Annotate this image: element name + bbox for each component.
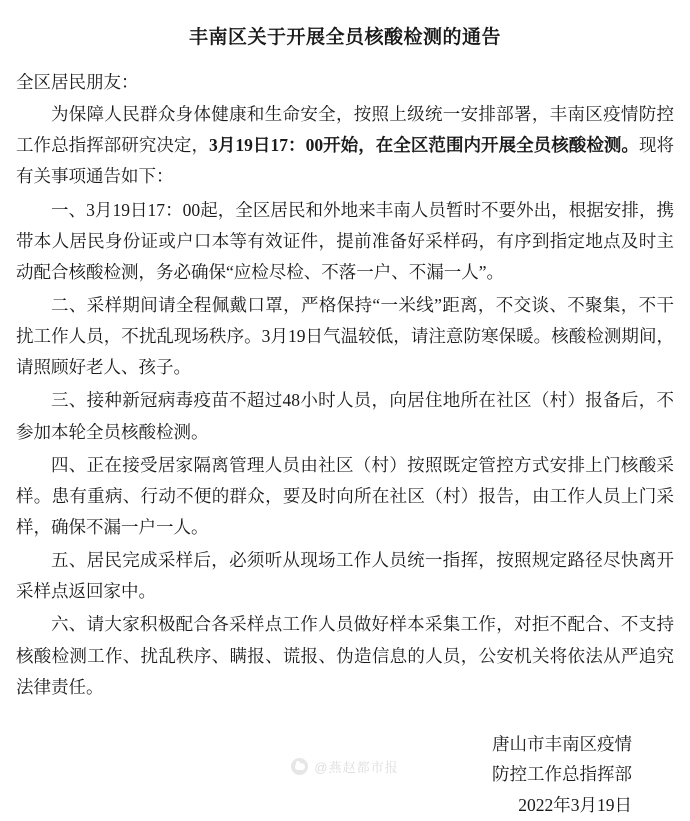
signature-date: 2022年3月19日 xyxy=(518,795,632,816)
watermark xyxy=(0,757,690,776)
intro-segment-3: 现将有关事项通告如下： xyxy=(16,135,675,187)
weibo-eye-icon xyxy=(291,758,308,775)
intro-segment-1: 为保障人民群众身体健康和生命安全，按照上级统一安排部署，丰南区疫情防控工作总指挥部研究决定， xyxy=(16,104,674,156)
paragraph-item-1: 一、3月19日17：00起，全区居民和外地来丰南人员暂时不要外出，根据安排，携带本人居民身份证或户口本等有效证件，提前准备好采样码，有序到指定地点及时主动配合核酸检测，务必确保“应检尽检、不落一户、不漏一人”。 xyxy=(16,199,674,282)
paragraph-item-3: 三、接种新冠病毒疫苗不超过48小时人员，向居住地所在社区（村）报备后，不参加本轮全员核酸检测。 xyxy=(16,390,674,442)
page-title: 丰南区关于开展全员核酸检测的通告 xyxy=(188,27,501,48)
paragraph-item-4: 四、正在接受居家隔离管理人员由社区（村）按照既定管控方式安排上门核酸采样。患有重病、行动不便的群众，要及时向所在社区（村）报告，由工作人员上门采样，确保不漏一户一人。 xyxy=(16,454,674,537)
salutation: 全区居民朋友： xyxy=(16,71,139,92)
paragraph-item-5: 五、居民完成采样后，必须听从现场工作人员统一指挥，按照规定路径尽快离开采样点返回家中。 xyxy=(16,550,674,602)
watermark-text: @燕赵都市报 xyxy=(314,760,399,775)
paragraph-item-2: 二、采样期间请全程佩戴口罩，严格保持“一米线”距离，不交谈、不聚集，不干扰工作人员，不扰乱现场秩序。3月19日气温较低，请注意防寒保暖。核酸检测期间，请照顾好老人、孩子。 xyxy=(16,294,674,378)
paragraph-intro xyxy=(16,99,674,192)
paragraph-item-6: 六、请大家积极配合各采样点工作人员做好样本采集工作，对拒不配合、不支持核酸检测工作、扰乱秩序、瞒报、谎报、伪造信息的人员，公安机关将依法从严追究法律责任。 xyxy=(16,614,674,697)
signature-issuer-line-1: 唐山市丰南区疫情 xyxy=(492,733,632,754)
signature-issuer-line-2: 防控工作总指挥部 xyxy=(492,764,632,785)
document-body xyxy=(16,99,674,703)
intro-segment-emphasis: 3月19日17：00开始，在全区范围内开展全员核酸检测。 xyxy=(209,135,639,156)
